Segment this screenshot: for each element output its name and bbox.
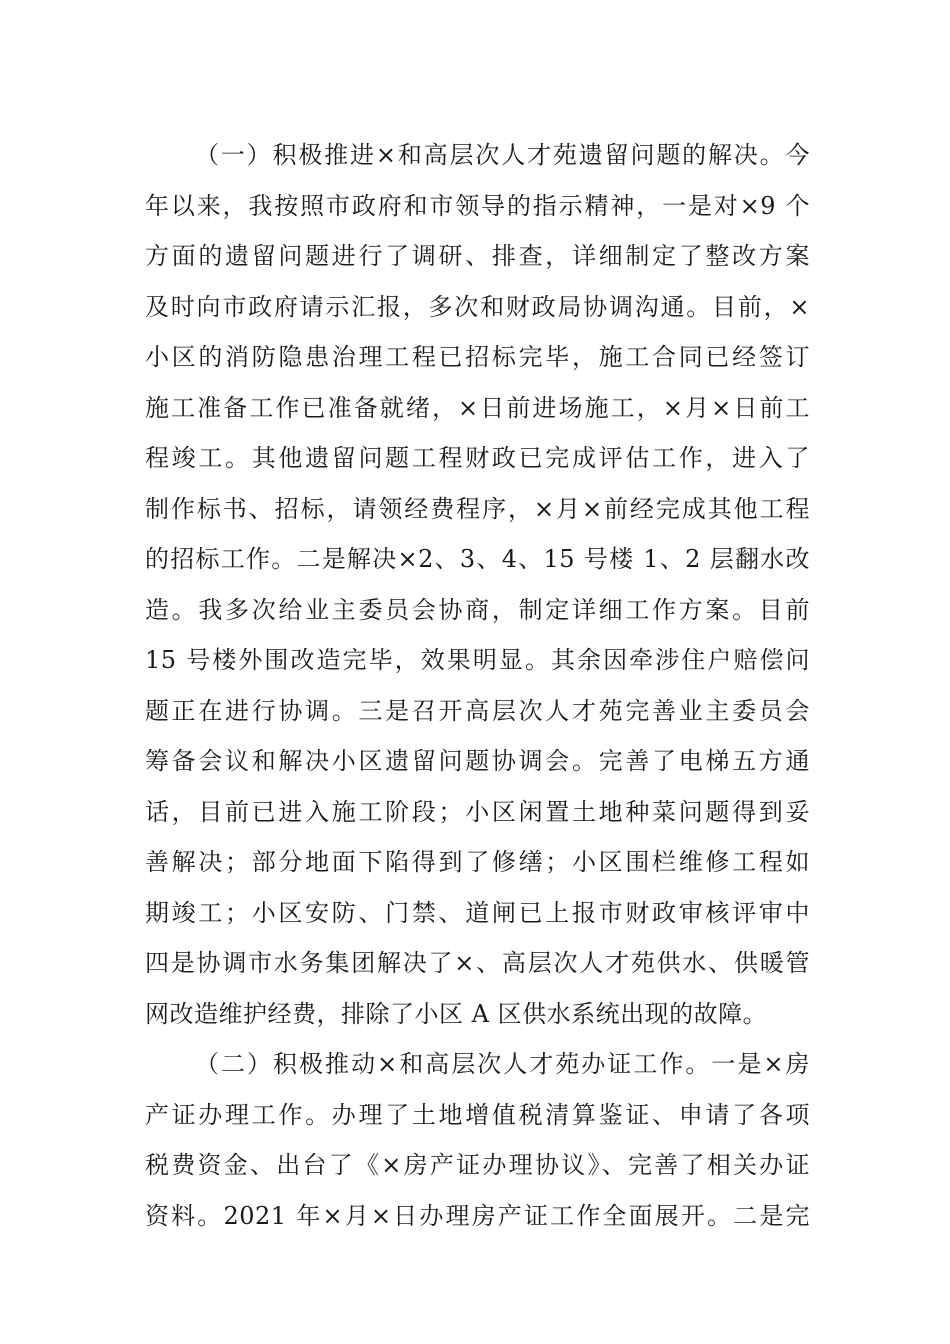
paragraph-1-line: （一）积极推进×和高层次人才苑遗留问题的解决。今 <box>195 141 810 169</box>
paragraph-2-line: （二）积极推动×和高层次人才苑办证工作。一是×房 <box>195 1050 810 1078</box>
paragraph-1-line: 方面的遗留问题进行了调研、排查，详细制定了整改方案 <box>145 242 810 270</box>
paragraph-1-line: 题正在进行协调。三是召开高层次人才苑完善业主委员会 <box>145 696 810 725</box>
paragraph-2-line: 税费资金、出台了《×房产证办理协议》、完善了相关办证 <box>145 1151 810 1179</box>
paragraph-1-line: 四是协调市水务集团解决了×、高层次人才苑供水、供暖管 <box>145 949 810 977</box>
paragraph-1-line: 程竣工。其他遗留问题工程财政已完成评估工作，进入了 <box>145 444 810 472</box>
paragraph-1-line: 造。我多次给业主委员会协商，制定详细工作方案。目前 <box>145 595 810 624</box>
paragraph-1-line: 年以来，我按照市政府和市领导的指示精神，一是对×9 个 <box>145 191 810 220</box>
paragraph-1-line: 及时向市政府请示汇报，多次和财政局协调沟通。目前，× <box>145 292 810 321</box>
paragraph-1-line: 话，目前已进入施工阶段；小区闲置土地种菜问题得到妥 <box>145 797 810 826</box>
paragraph-2-line: 资料。2021 年×月×日办理房产证工作全面展开。二是完 <box>145 1201 810 1230</box>
paragraph-1-line: 善解决；部分地面下陷得到了修缮；小区围栏维修工程如 <box>145 848 810 876</box>
paragraph-1-line: 期竣工；小区安防、门禁、道闸已上报市财政审核评审中 <box>145 898 810 927</box>
paragraph-2-line: 产证办理工作。办理了土地增值税清算鉴证、申请了各项 <box>145 1100 810 1129</box>
paragraph-1-line: 小区的消防隐患治理工程已招标完毕，施工合同已经签订 <box>145 343 810 371</box>
paragraph-1-line: 的招标工作。二是解决×2、3、4、15 号楼 1、2 层翻水改 <box>145 545 810 573</box>
document-body <box>145 130 810 1241</box>
paragraph-1-line: 制作标书、招标，请领经费程序，×月×前经完成其他工程 <box>145 494 810 523</box>
paragraph-1-line: 网改造维护经费，排除了小区 A 区供水系统出现的故障。 <box>145 999 768 1028</box>
paragraph-1-line: 筹备会议和解决小区遗留问题协调会。完善了电梯五方通 <box>145 747 810 775</box>
paragraph-1-line: 施工准备工作已准备就绪，×日前进场施工，×月×日前工 <box>145 393 810 422</box>
paragraph-1-line: 15 号楼外围改造完毕，效果明显。其余因牵涉住户赔偿问 <box>145 646 810 674</box>
